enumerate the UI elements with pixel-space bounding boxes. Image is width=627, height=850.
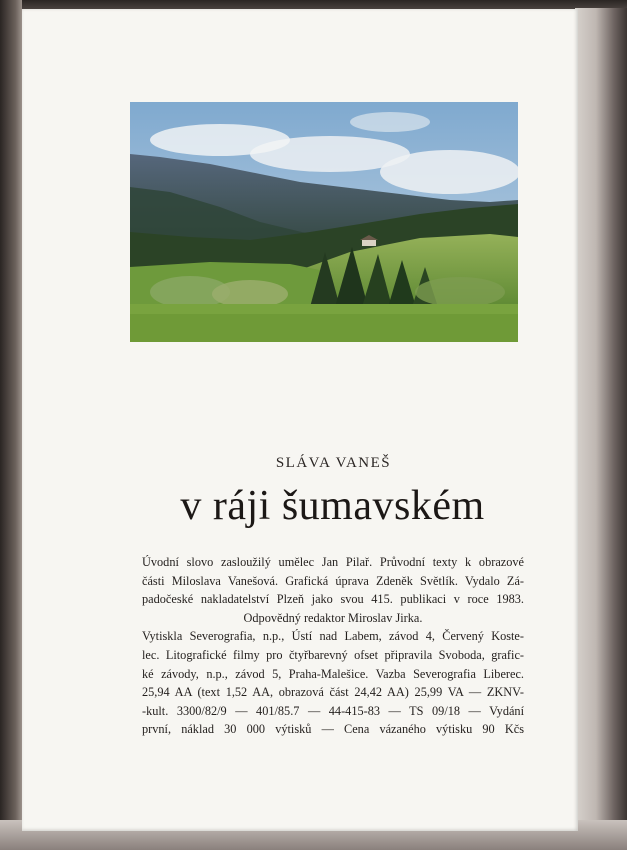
colophon-line: Odpovědný redaktor Miroslav Jirka. <box>243 610 423 625</box>
colophon <box>142 553 524 739</box>
scan-left-edge <box>0 0 22 850</box>
colophon-line: -kult. 3300/82/9 — 401/85.7 — 44-415-83 — TS 09/18 — Vydání <box>142 703 524 718</box>
colophon-line: lec. Litografické filmy pro čtyřbarevný ofset připravila Svoboda, grafic- <box>142 647 524 662</box>
landscape-photo <box>130 102 518 342</box>
colophon-line: části Miloslava Vanešová. Grafická úprava Zdeněk Světlík. Vydalo Zá- <box>142 573 524 588</box>
colophon-line: ké závody, n.p., závod 5, Praha-Malešice. Vazba Severografia Liberec. <box>142 666 524 681</box>
book-title: v ráji šumavském <box>180 483 485 529</box>
colophon-line: padočeské nakladatelství Plzeň jako svou 415. publikaci v roce 1983. <box>142 592 524 607</box>
colophon-line: 25,94 AA (text 1,52 AA, obrazová část 24,42 AA) 25,99 VA — ZKNV- <box>142 685 524 700</box>
colophon-line: Úvodní slovo zasloužilý umělec Jan Pilař. Průvodní texty k obrazové <box>142 555 524 569</box>
back-page-edge <box>575 8 627 838</box>
colophon-line: Vytiskla Severografia, n.p., Ústí nad Labem, závod 4, Červený Koste- <box>142 629 524 644</box>
author-name: SLÁVA VANEŠ <box>275 455 392 471</box>
colophon-line: první, náklad 30 000 výtisků — Cena vázaného výtisku 90 Kčs <box>142 722 524 737</box>
